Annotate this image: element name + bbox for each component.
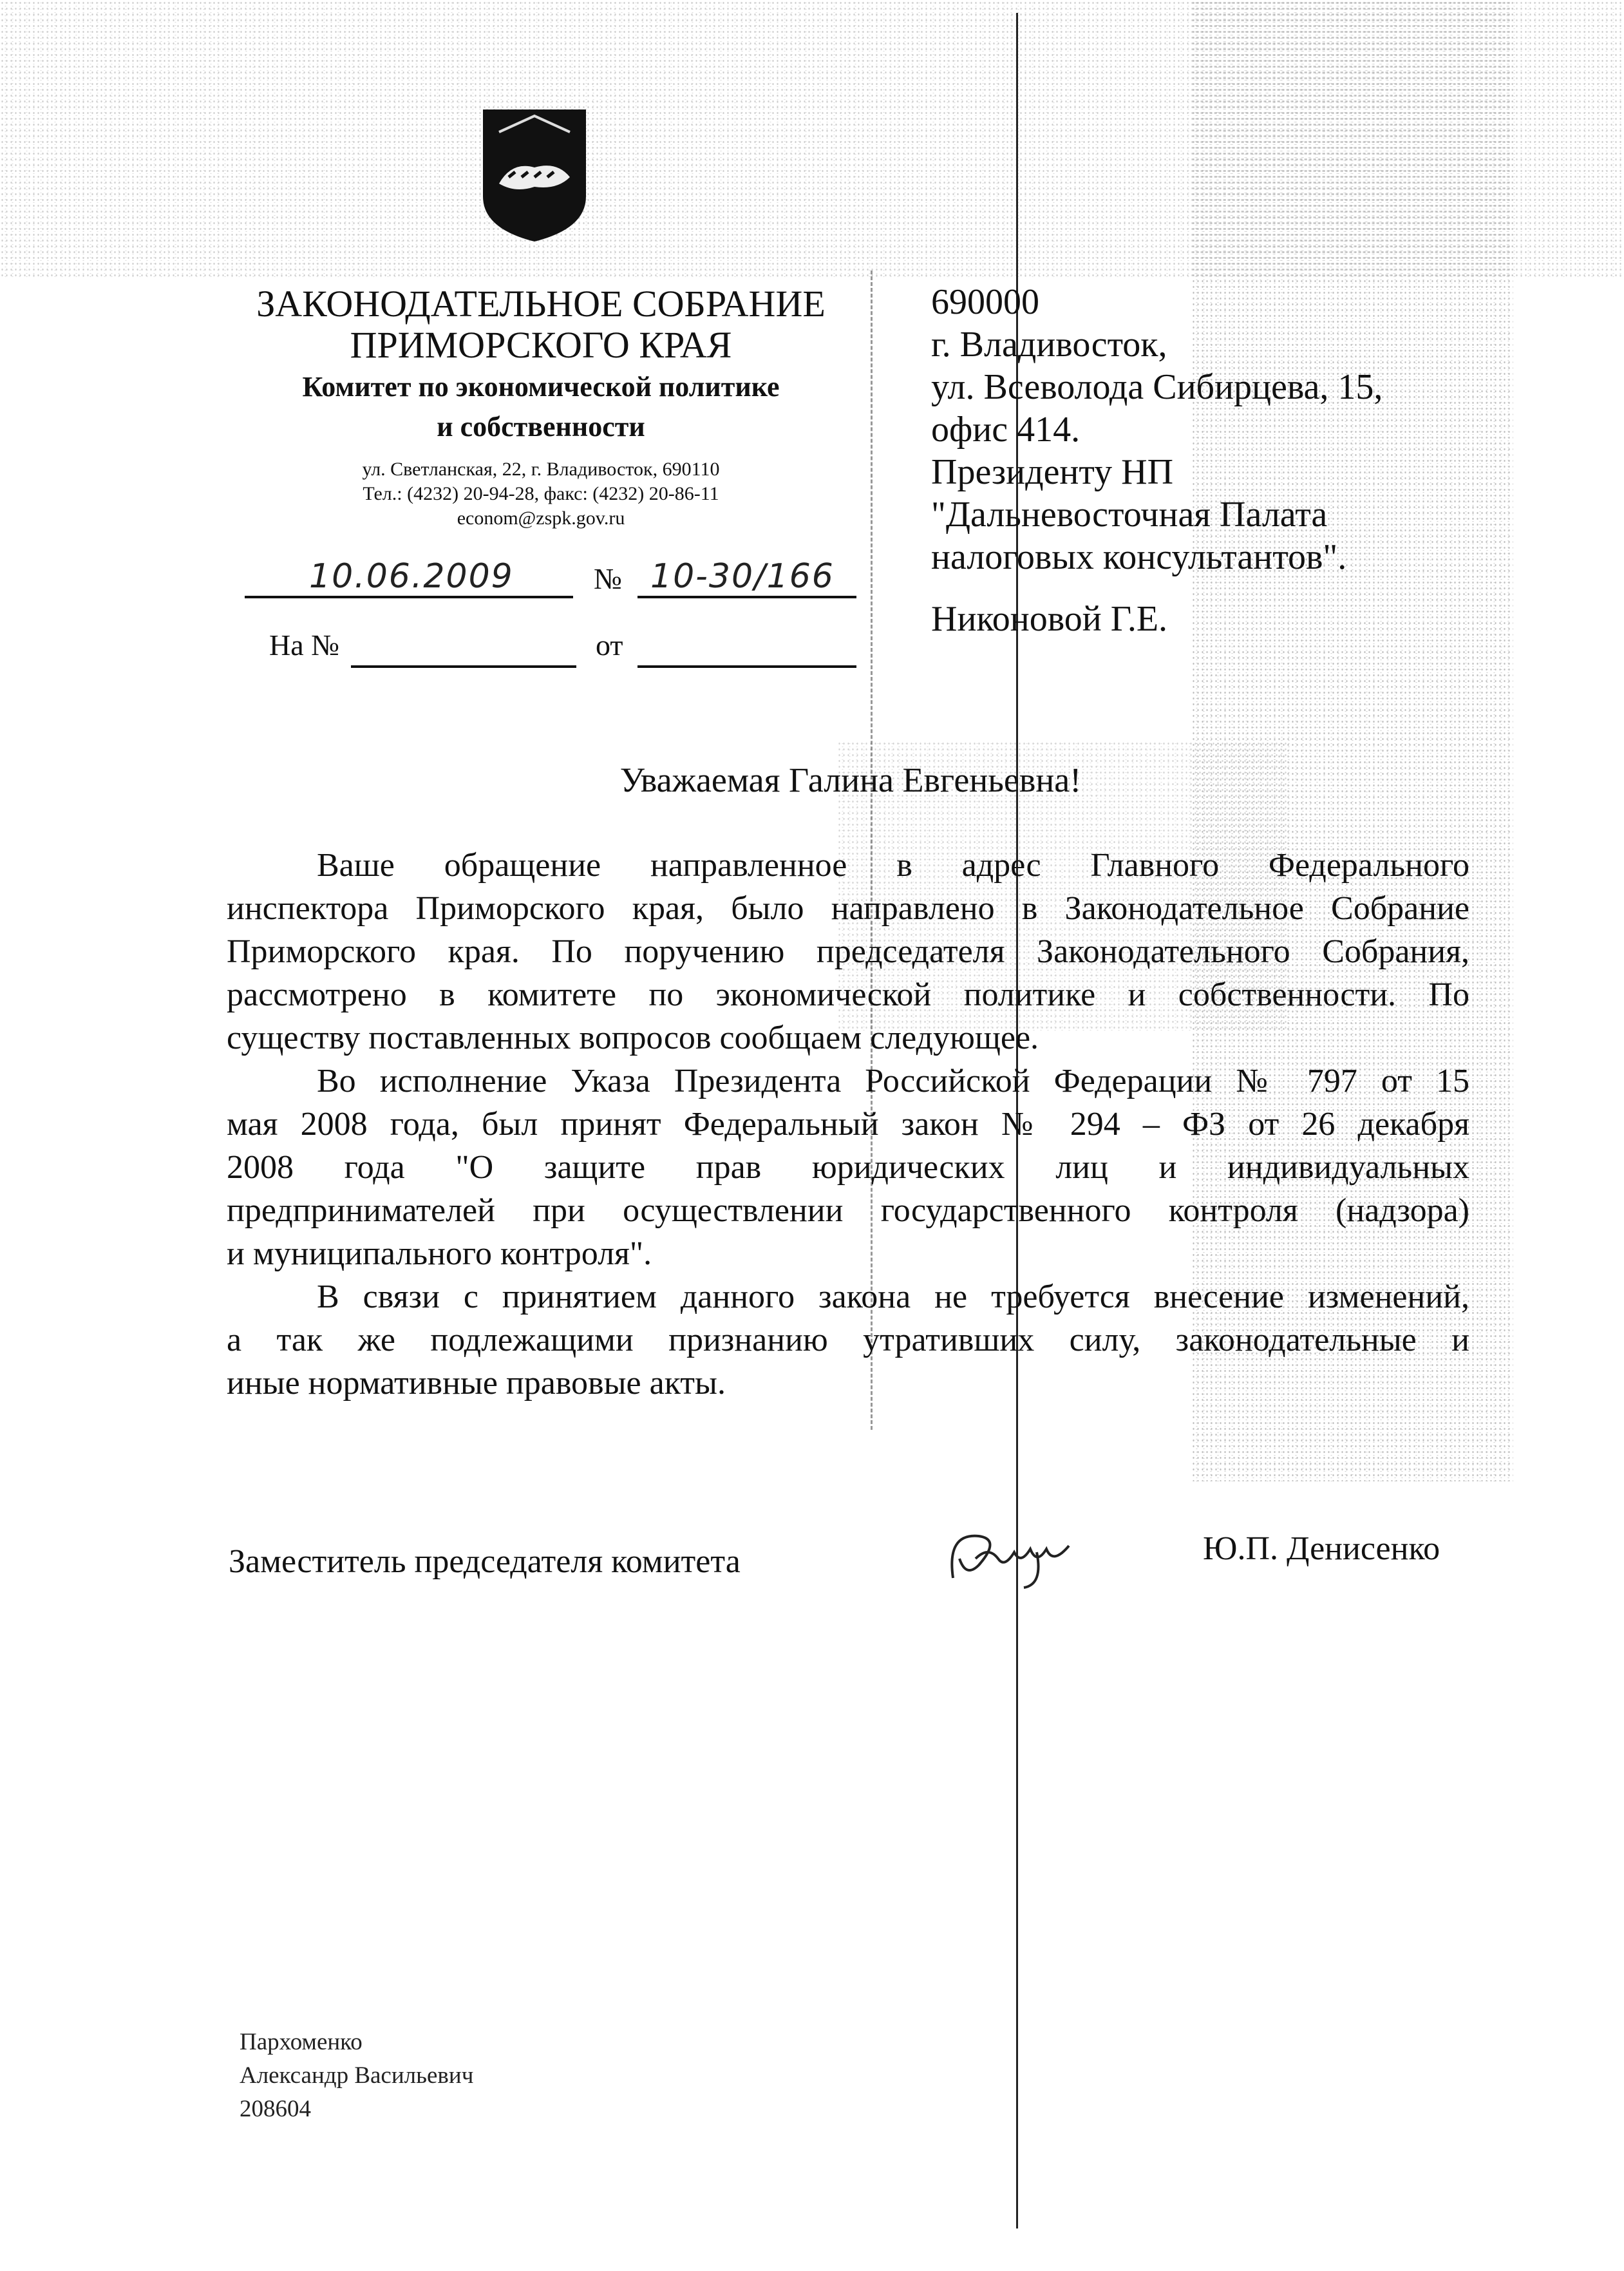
executor-block <box>240 2026 473 2126</box>
salutation: Уважаемая Галина Евгеньевна! <box>619 761 1082 799</box>
org-address: ул. Светланская, 22, г. Владивосток, 690110 <box>362 459 720 480</box>
recipient-line: 690000 <box>931 282 1039 322</box>
ref-date-field <box>637 630 856 668</box>
recipient-line: "Дальневосточная Палата <box>931 495 1328 535</box>
date-field <box>245 557 573 598</box>
ref-number-label: На № <box>269 629 340 661</box>
recipient-block <box>931 281 1383 640</box>
body-line: рассмотрено в комитете по экономической политике и собственности. По <box>227 976 1469 1013</box>
executor-given-names: Александр Васильевич <box>240 2062 474 2089</box>
committee-line-1: Комитет по экономической политике <box>302 371 780 403</box>
handwritten-signature <box>940 1520 1088 1591</box>
letter-body <box>227 844 1469 1405</box>
letter-date: 10.06.2009 <box>309 557 514 596</box>
coat-of-arms-emblem <box>480 106 589 245</box>
scan-noise <box>0 0 1624 277</box>
body-line: Ваше обращение направленное в адрес Главного Федерального <box>317 847 1469 884</box>
number-field <box>637 557 856 598</box>
org-line-2: ПРИМОРСКОГО КРАЯ <box>350 324 732 366</box>
body-line: а так же подлежащими признанию утративших силу, законодательные и <box>227 1322 1469 1358</box>
executor-surname: Пархоменко <box>240 2029 363 2055</box>
body-line: существу поставленных вопросов сообщаем следующее. <box>227 1020 1039 1056</box>
signatory-position: Заместитель председателя комитета <box>229 1543 741 1580</box>
body-line: В связи с принятием данного закона не требуется внесение изменений, <box>317 1278 1469 1315</box>
signatory-name: Ю.П. Денисенко <box>1203 1530 1440 1567</box>
executor-phone: 208604 <box>240 2096 311 2122</box>
body-line: предпринимателей при осуществлении государственного контроля (надзора) <box>227 1192 1469 1229</box>
committee-line-2: и собственности <box>437 411 645 442</box>
body-line: мая 2008 года, был принят Федеральный закон № 294 – ФЗ от 26 декабря <box>227 1106 1469 1143</box>
recipient-line: офис 414. <box>931 410 1081 450</box>
body-line: 2008 года "О защите прав юридических лиц и индивидуальных <box>227 1149 1469 1186</box>
body-line: Во исполнение Указа Президента Российской Федерации № 797 от 15 <box>317 1063 1469 1099</box>
contact-block <box>219 457 863 531</box>
recipient-line: Президенту НП <box>931 452 1174 492</box>
ref-date-label: от <box>596 629 623 661</box>
organization-name <box>219 283 863 366</box>
letter-number: 10-30/166 <box>650 557 835 596</box>
body-line: иные нормативные правовые акты. <box>227 1365 726 1402</box>
body-line: и муниципального контроля". <box>227 1235 652 1272</box>
recipient-name: Никоновой Г.Е. <box>931 599 1168 639</box>
recipient-line: ул. Всеволода Сибирцева, 15, <box>931 367 1383 407</box>
org-email: econom@zspk.gov.ru <box>457 508 625 529</box>
recipient-line: налоговых консультантов". <box>931 537 1347 577</box>
org-line-1: ЗАКОНОДАТЕЛЬНОЕ СОБРАНИЕ <box>256 283 826 325</box>
number-label: № <box>594 562 622 595</box>
ref-number-field <box>351 630 576 668</box>
org-phone: Тел.: (4232) 20-94-28, факс: (4232) 20-86-11 <box>363 483 719 504</box>
body-line: Приморского края. По поручению председателя Законодательного Собрания, <box>227 933 1469 970</box>
recipient-line: г. Владивосток, <box>931 325 1167 365</box>
body-line: инспектора Приморского края, было направлено в Законодательное Собрание <box>227 890 1469 927</box>
committee-name <box>219 367 863 447</box>
